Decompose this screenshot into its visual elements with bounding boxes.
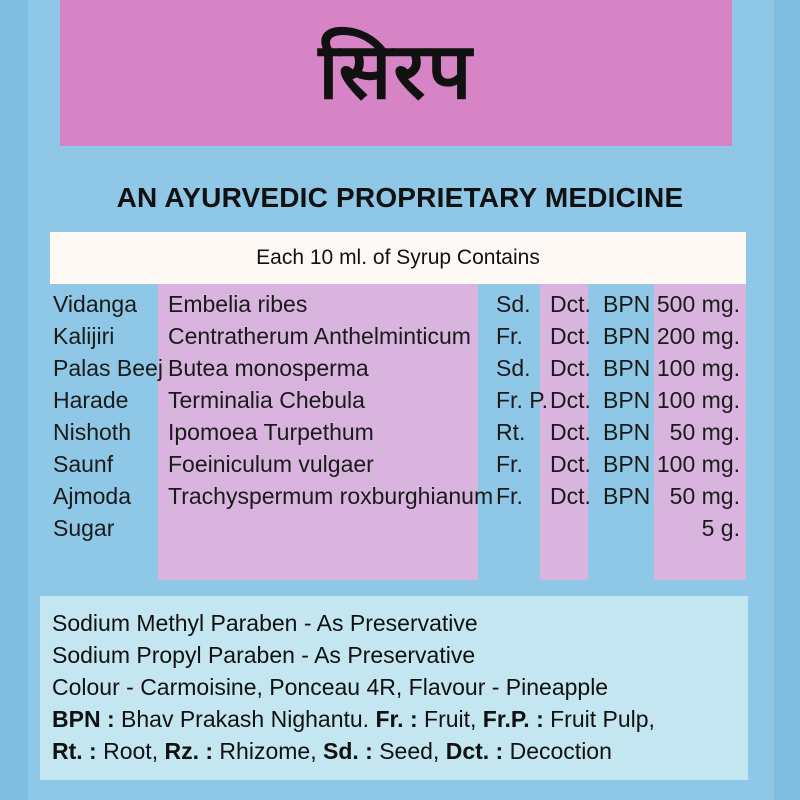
- plant-part: Fr.: [496, 451, 523, 477]
- ingredient-name: Sugar: [53, 515, 115, 541]
- ingredient-name: Ajmoda: [53, 483, 131, 509]
- ingredient-name: Palas Beej: [53, 355, 163, 381]
- title-banner: [60, 0, 732, 146]
- preservative-line-1: Sodium Methyl Paraben - As Preservative: [52, 610, 478, 636]
- botanical-name: Embelia ribes: [168, 291, 308, 317]
- botanical-name: Centratherum Anthelminticum: [168, 323, 471, 349]
- plant-part: Fr.: [496, 323, 523, 349]
- abbreviation-meaning: Bhav Prakash Nighantu.: [114, 706, 376, 732]
- product-title: सिरप: [318, 27, 474, 117]
- reference: BPN: [603, 483, 651, 509]
- table-row: [50, 480, 746, 512]
- ingredient-name: Kalijiri: [53, 323, 115, 349]
- ingredient-name: Nishoth: [53, 419, 131, 445]
- abbreviation-meaning: Fruit,: [417, 706, 483, 732]
- process: Dct.: [550, 291, 591, 317]
- plant-part: Sd.: [496, 291, 531, 317]
- abbreviation: Dct. :: [445, 738, 504, 764]
- process: Dct.: [550, 483, 591, 509]
- table-row: [50, 320, 746, 352]
- reference: BPN: [603, 451, 651, 477]
- ingredient-name: Saunf: [53, 451, 114, 477]
- quantity: 100 mg.: [656, 451, 740, 477]
- quantity: 500 mg.: [656, 291, 740, 317]
- abbreviation-meaning: Fruit Pulp,: [543, 706, 655, 732]
- quantity: 50 mg.: [669, 483, 740, 509]
- table-row: [50, 384, 746, 416]
- botanical-name: Trachyspermum roxburghianum: [168, 483, 494, 509]
- reference: BPN: [603, 323, 651, 349]
- reference: BPN: [603, 387, 651, 413]
- reference: BPN: [603, 419, 651, 445]
- table-header: Each 10 ml. of Syrup Contains: [50, 232, 746, 284]
- abbreviation-meaning: Seed,: [372, 738, 446, 764]
- table-row: [50, 448, 746, 480]
- table-row: [50, 352, 746, 384]
- abbreviation: BPN :: [52, 706, 115, 732]
- quantity: 100 mg.: [656, 387, 740, 413]
- botanical-name: Terminalia Chebula: [168, 387, 365, 413]
- abbreviation: Fr. :: [375, 706, 418, 732]
- ingredient-name: Vidanga: [53, 291, 137, 317]
- medicine-heading: AN AYURVEDIC PROPRIETARY MEDICINE: [116, 182, 684, 213]
- botanical-name: Butea monosperma: [168, 355, 369, 381]
- reference: BPN: [603, 291, 651, 317]
- botanical-name: Ipomoea Turpethum: [168, 419, 374, 445]
- colour-flavour-line: Colour - Carmoisine, Ponceau 4R, Flavour - Pineapple: [52, 674, 609, 700]
- abbreviation: Rz. :: [164, 738, 214, 764]
- process: Dct.: [550, 451, 591, 477]
- quantity: 5 g.: [701, 515, 740, 541]
- abbreviation: Fr.P. :: [482, 706, 544, 732]
- abbreviation-legend-line-2: [52, 738, 612, 765]
- left-border: [0, 0, 28, 800]
- abbreviation-meaning: Decoction: [503, 738, 612, 764]
- abbreviation: Sd. :: [322, 738, 373, 764]
- botanical-name: Foeiniculum vulgaer: [168, 451, 374, 477]
- process: Dct.: [550, 387, 591, 413]
- table-row: [50, 288, 746, 320]
- abbreviation-meaning: Root,: [96, 738, 165, 764]
- preservative-line-2: Sodium Propyl Paraben - As Preservative: [52, 642, 476, 668]
- plant-part: Fr.: [496, 483, 523, 509]
- process: Dct.: [550, 355, 591, 381]
- quantity: 200 mg.: [656, 323, 740, 349]
- table-row: [50, 512, 746, 544]
- abbreviation: Rt. :: [52, 738, 97, 764]
- quantity: 100 mg.: [656, 355, 740, 381]
- plant-part: Sd.: [496, 355, 531, 381]
- reference: BPN: [603, 355, 651, 381]
- table-row: [50, 416, 746, 448]
- abbreviation-legend-line-1: [52, 706, 655, 733]
- composition-table: [50, 232, 746, 580]
- quantity: 50 mg.: [669, 419, 740, 445]
- ingredient-name: Harade: [53, 387, 129, 413]
- notes-panel: [40, 596, 748, 780]
- plant-part: Fr. P.: [496, 387, 548, 413]
- right-border: [774, 0, 800, 800]
- abbreviation-meaning: Rhizome,: [213, 738, 323, 764]
- plant-part: Rt.: [496, 419, 526, 445]
- process: Dct.: [550, 419, 591, 445]
- process: Dct.: [550, 323, 591, 349]
